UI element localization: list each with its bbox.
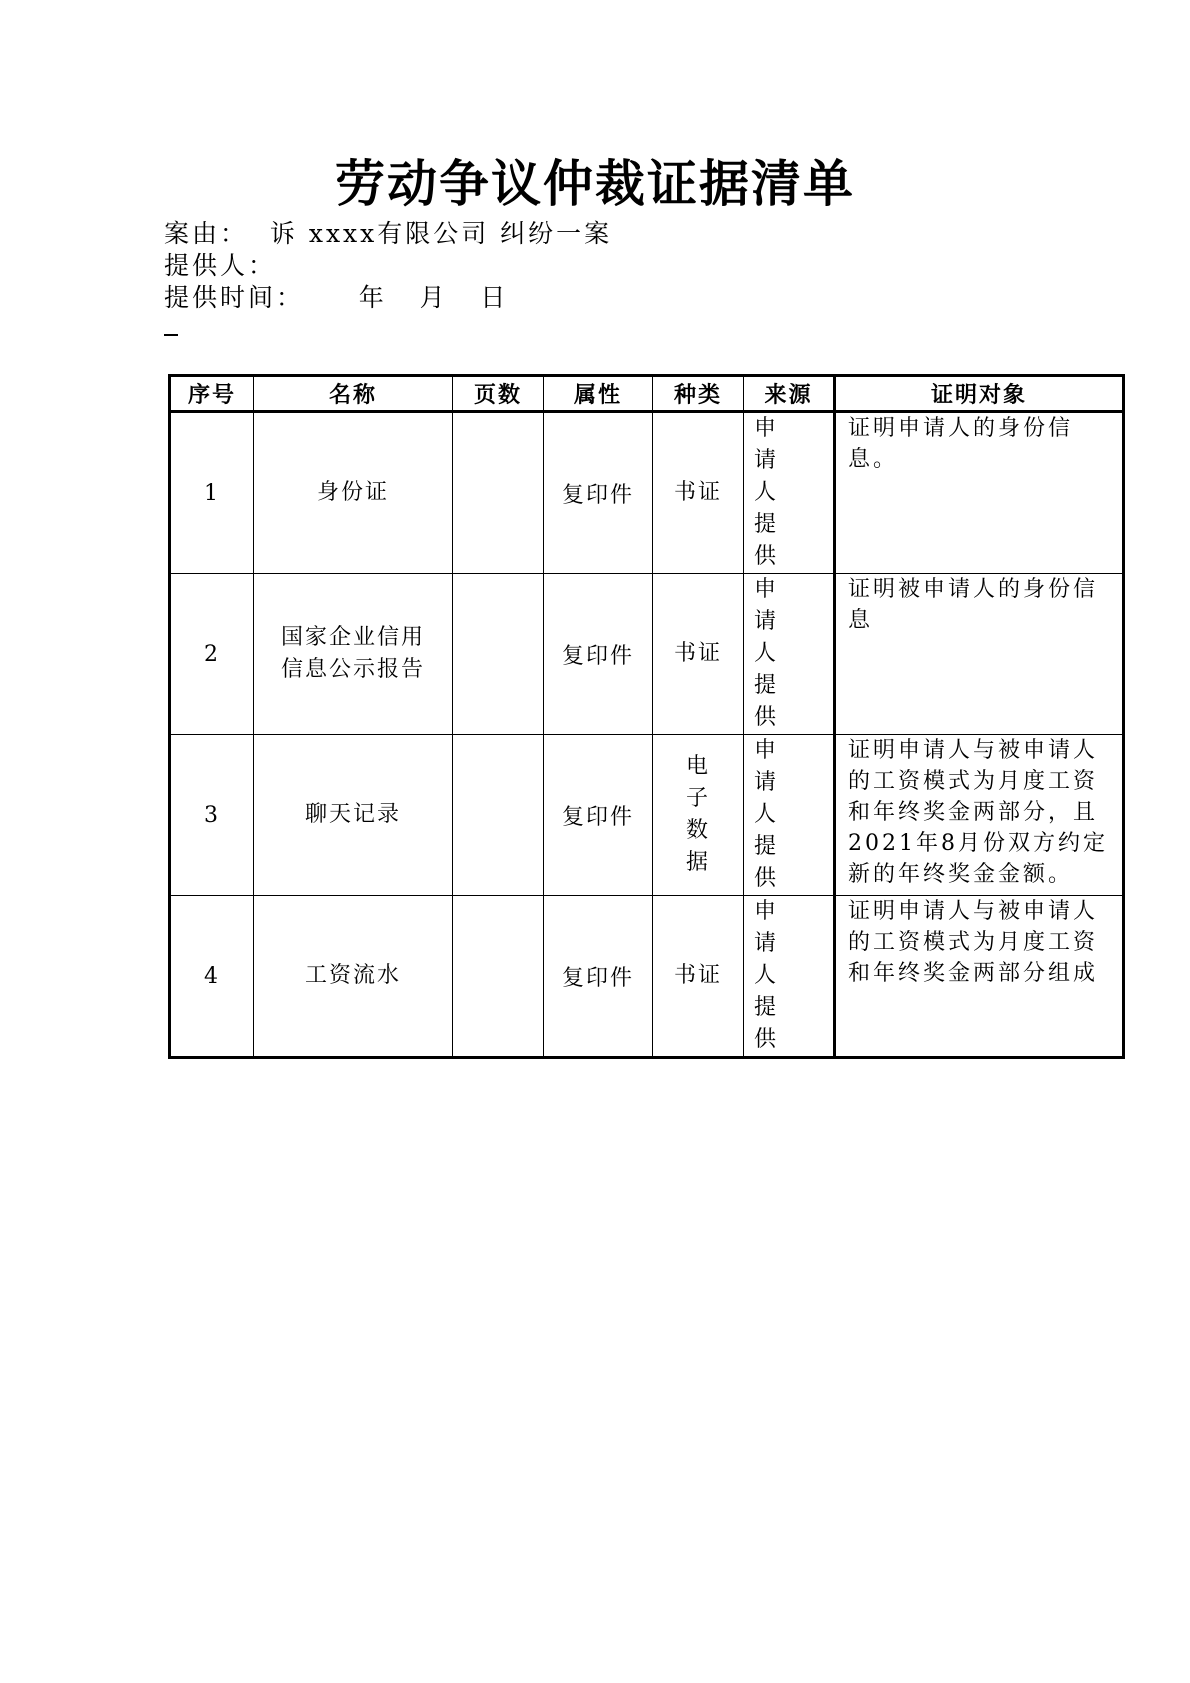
header-kind: 种类 <box>653 376 744 412</box>
row-attribute: 复印件 <box>544 574 653 735</box>
source-line: 申 请 <box>754 416 803 473</box>
provider-line <box>164 250 276 282</box>
row-name: 聊天记录 <box>254 735 453 896</box>
source-line: 人 提 <box>754 641 803 698</box>
row-kind: 书证 <box>653 574 744 735</box>
row-source <box>744 896 835 1058</box>
table-row <box>170 735 1124 896</box>
source-line: 人 提 <box>754 802 803 859</box>
row-no: 1 <box>170 412 254 574</box>
header-target: 证明对象 <box>835 376 1124 412</box>
row-kind: 书证 <box>653 896 744 1058</box>
source-line: 供 <box>754 544 779 569</box>
provide-time-line <box>164 282 508 314</box>
row-source <box>744 574 835 735</box>
source-line: 供 <box>754 866 779 891</box>
document-title: 劳动争议仲裁证据清单 <box>335 154 855 213</box>
row-attribute: 复印件 <box>544 896 653 1058</box>
header-source: 来源 <box>744 376 835 412</box>
row-no: 2 <box>170 574 254 735</box>
provider-text: 提供人： <box>164 251 277 280</box>
row-name: 身份证 <box>254 412 453 574</box>
header-attribute: 属性 <box>544 376 653 412</box>
header-pages: 页数 <box>453 376 544 412</box>
table-row <box>170 896 1124 1058</box>
row-no: 3 <box>170 735 254 896</box>
row-attribute: 复印件 <box>544 412 653 574</box>
case-cause-line <box>164 218 612 250</box>
row-target: 证明被申请人的身份信息 <box>835 574 1124 735</box>
provide-time-text: 提供时间： 年 月 日 <box>164 283 509 312</box>
evidence-table <box>168 374 1125 1059</box>
row-name: 工资流水 <box>254 896 453 1058</box>
row-pages <box>453 735 544 896</box>
source-line: 申 请 <box>754 577 803 634</box>
header-name: 名称 <box>254 376 453 412</box>
row-no: 4 <box>170 896 254 1058</box>
source-line: 申 请 <box>754 738 803 795</box>
row-source <box>744 412 835 574</box>
row-kind: 书证 <box>653 412 744 574</box>
row-name: 国家企业信用信息公示报告 <box>254 574 453 735</box>
row-pages <box>453 896 544 1058</box>
case-cause-text: 案由： 诉 xxxx有限公司 纠纷一案 <box>164 219 613 248</box>
underscore-mark <box>164 334 178 336</box>
row-kind: 电子数据 <box>653 735 744 896</box>
table-row <box>170 574 1124 735</box>
row-pages <box>453 574 544 735</box>
row-source <box>744 735 835 896</box>
table-header-row <box>170 376 1124 412</box>
row-target: 证明申请人与被申请人的工资模式为月度工资和年终奖金两部分，且2021年8月份双方约定新的年终奖金金额。 <box>835 735 1124 896</box>
row-target: 证明申请人与被申请人的工资模式为月度工资和年终奖金两部分组成 <box>835 896 1124 1058</box>
source-line: 人 提 <box>754 963 803 1020</box>
row-target: 证明申请人的身份信息。 <box>835 412 1124 574</box>
header-no: 序号 <box>170 376 254 412</box>
source-line: 人 提 <box>754 480 803 537</box>
row-pages <box>453 412 544 574</box>
table-row <box>170 412 1124 574</box>
source-line: 供 <box>754 705 779 730</box>
source-line: 供 <box>754 1027 779 1052</box>
row-attribute: 复印件 <box>544 735 653 896</box>
source-line: 申 请 <box>754 899 803 956</box>
